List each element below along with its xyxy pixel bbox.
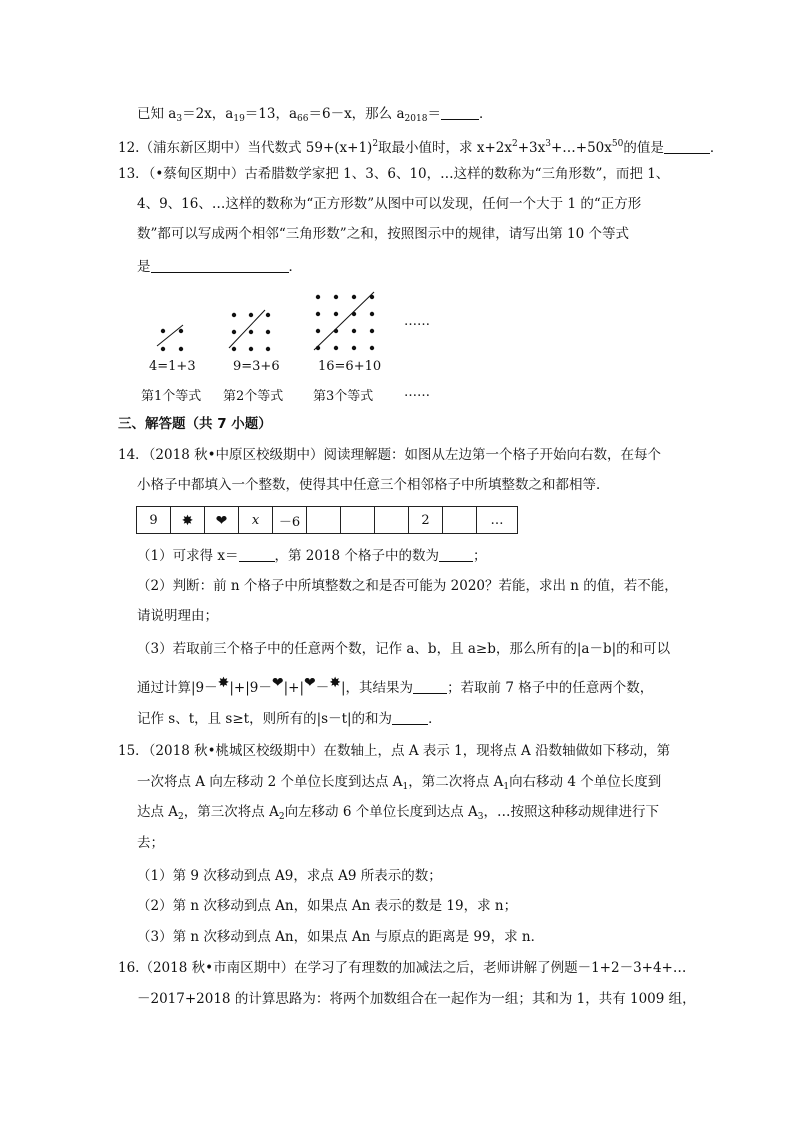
q11-text: ＝6－x，那么 a	[308, 106, 405, 122]
q15-part-3: （3）第 n 次移动到点 An，如果点 An 与原点的距离是 99，求 n．	[137, 929, 545, 945]
q15-text: ，第二次将点 A	[408, 774, 504, 790]
answer-blank[interactable]	[439, 547, 473, 562]
figure-caption-3: 第3个等式	[313, 389, 374, 404]
q12-line	[118, 134, 723, 158]
q14-part-2: （2）判断：前 n 个格子中所填整数之和是否可能为 2020？若能，求出 n 的值，若不能，	[137, 578, 678, 594]
grid-cell	[443, 507, 477, 534]
q14-text: ．	[428, 711, 442, 727]
q14-text: －	[315, 680, 330, 696]
dot-pattern-1	[157, 325, 183, 351]
figure-equation-1: 4=1+3	[149, 359, 196, 374]
q12-sup: 3	[545, 139, 551, 149]
q14-text: ，第 2018 个格子中的数为	[274, 548, 439, 564]
q14-part-3-end	[137, 709, 442, 729]
grid-cell	[307, 507, 341, 534]
q14-part-3: （3）若取前三个格子中的任意两个数，记作 a、b，且 a≥b，那么所有的|a－b|的和可以	[137, 641, 671, 657]
q12-text: 的值是	[623, 140, 664, 156]
q11-sub: 19	[233, 114, 245, 124]
grid-cell: 9	[137, 507, 171, 534]
q14-text: ；	[472, 548, 487, 564]
q15-line-4: 去；	[137, 835, 164, 851]
grid-cell	[341, 507, 375, 534]
q11-text: ＝13，a	[244, 106, 298, 122]
q15-text: 向右移动 4 个单位长度到	[509, 774, 662, 790]
grid-cell	[375, 507, 409, 534]
q11-text: ＝	[427, 106, 441, 122]
q15-text: ，第三次将点 A	[183, 804, 279, 820]
q15-line-2	[137, 772, 661, 797]
q14-part-3-formula	[137, 676, 653, 698]
q15-part-2: （2）第 n 次移动到点 An，如果点 An 表示的数是 19，求 n；	[137, 898, 518, 914]
q12-end: ．	[709, 140, 724, 156]
answer-blank[interactable]	[413, 679, 447, 694]
q13-line-4	[137, 257, 302, 277]
q11-end: ．	[478, 106, 493, 122]
q15-text: 一次将点 A 向左移动 2 个单位长度到达点 A	[137, 774, 403, 790]
q15-sub: 2	[278, 812, 285, 822]
figure-caption-2: 第2个等式	[223, 389, 284, 404]
q15-text: 向左移动 6 个单位长度到达点 A	[284, 804, 478, 820]
q12-text: 12.（浦东新区期中）当代数式 59+(x+1)	[118, 140, 373, 156]
q13-line-2: 4、9、16、…这样的数称为“正方形数”从图中可以发现，任何一个大于 1 的“正方形	[137, 196, 642, 212]
q15-text: ，…按照这种移动规律进行下	[483, 804, 660, 820]
q16-line-1: 16.（2018 秋•市南区期中）在学习了有理数的加减法之后，老师讲解了例题－1+2－3+4+…	[118, 960, 687, 976]
grid-cell-star	[171, 507, 205, 534]
q13-end: ．	[288, 259, 302, 275]
heart-icon: ❤	[304, 675, 316, 691]
q15-part-1: （1）第 9 次移动到点 A9，求点 A9 所表示的数；	[137, 868, 442, 884]
q11-tail-line	[137, 104, 492, 129]
q14-line-2: 小格子中都填入一个整数，使得其中任意三个相邻格子中所填整数之和都相等．	[137, 477, 610, 493]
q14-text: |，其结果为	[341, 680, 414, 696]
star-icon: ✸	[217, 675, 230, 691]
q11-text: ＝2x，a	[182, 106, 234, 122]
q14-text: 记作 s、t，且 s≥t，则所有的|s－t|的和为	[137, 711, 393, 727]
grid-cell: －6	[273, 507, 307, 534]
q14-part-1	[137, 546, 486, 566]
figure-caption-1: 第1个等式	[141, 389, 202, 404]
q13-line-3: 数”都可以写成两个相邻“三角形数”之和，按照图示中的规律，请写出第 10 个等式	[137, 226, 629, 242]
q12-text: +3x	[517, 140, 546, 156]
q14-text: |+|9－	[229, 680, 272, 696]
answer-blank[interactable]	[151, 258, 289, 273]
q14-part-2-cont: 请说明理由；	[137, 608, 218, 624]
figure-equation-2: 9=3+6	[233, 359, 280, 374]
answer-blank[interactable]	[441, 105, 479, 120]
star-icon: ✸	[329, 675, 341, 691]
q14-text: ；若取前 7 格子中的任意两个数，	[447, 680, 654, 696]
q15-sub: 2	[178, 812, 184, 822]
q14-text: 通过计算|9－	[137, 680, 218, 696]
q15-sub: 1	[503, 782, 510, 792]
q15-sub: 1	[402, 782, 409, 792]
figure-ellipsis: ……	[404, 314, 430, 329]
q11-sub: 2018	[404, 114, 428, 124]
q11-sub: 66	[297, 114, 309, 124]
grid-cell: x	[239, 507, 273, 534]
q11-text: 已知 a	[137, 106, 177, 122]
star-icon: ✸	[181, 512, 194, 529]
figure-ellipsis: ……	[404, 385, 430, 400]
q14-number-grid	[136, 506, 518, 534]
q12-sup: 2	[372, 139, 379, 149]
heart-icon: ❤	[271, 675, 284, 691]
q12-text: 取最小值时，求 x+2x	[378, 140, 512, 156]
grid-row	[137, 507, 518, 534]
q15-line-1: 15．（2018 秋•桃城区校级期中）在数轴上，点 A 表示 1，现将点 A 沿数轴做如下移动，第	[118, 743, 671, 759]
section-title: 三、解答题（共 7 小题）	[118, 416, 272, 432]
q12-sup: 2	[511, 139, 518, 149]
q15-text: 达点 A	[137, 804, 179, 820]
q13-text: 是	[137, 259, 151, 275]
grid-cell-heart	[205, 507, 239, 534]
answer-blank[interactable]	[239, 547, 275, 562]
dot-pattern-3	[314, 292, 374, 350]
q16-line-2: －2017+2018 的计算思路为：将两个加数组合在一起作为一组；其和为 1，共有 1009 组，	[137, 991, 696, 1007]
answer-blank[interactable]	[392, 710, 428, 725]
q11-sub: 3	[176, 114, 183, 124]
answer-blank[interactable]	[664, 139, 710, 154]
heart-icon: ❤	[215, 512, 228, 529]
q14-text: |+|	[283, 680, 305, 696]
q14-line-1: 14．（2018 秋•中原区校级期中）阅读理解题：如图从左边第一个格子开始向右数，在每个	[118, 447, 662, 463]
q12-text: +…+50x	[550, 140, 612, 156]
q15-line-3	[137, 802, 659, 827]
dot-pattern-2	[229, 310, 270, 351]
figure-equation-3: 16=6+10	[318, 359, 382, 374]
q14-text: （1）可求得 x＝	[137, 548, 239, 564]
q12-sup: 50	[611, 139, 624, 149]
q13-line-1: 13．（•蔡甸区期中）古希腊数学家把 1、3、6、10，…这样的数称为“三角形数”，而把 1、	[118, 166, 670, 182]
grid-cell: …	[477, 507, 518, 534]
grid-cell: 2	[409, 507, 443, 534]
q15-sub: 3	[477, 812, 484, 822]
